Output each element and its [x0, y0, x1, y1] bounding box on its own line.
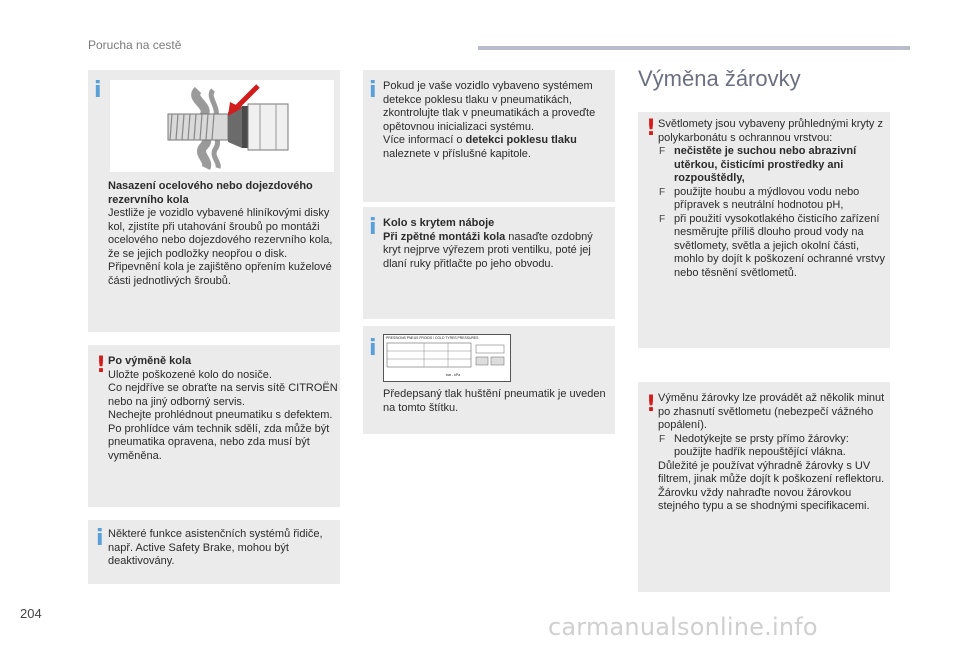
- tpms-link-text: detekci poklesu tlaku: [465, 134, 577, 146]
- headlamp-care-box: [638, 112, 890, 348]
- info-icon: i: [369, 336, 377, 361]
- warn1-intro: Světlomety jsou vybaveny průhlednými kryty z polykarbonátu s ochrannou vrstvou:: [658, 118, 883, 144]
- list-item: F při použití vysokotlakého čisticího zařízení nesměrujte příliš dlouho proud vody na světlomety, světla a jejich okolní části, mohlo by dojít k poškození ochranné vrstvy nebo těsnění světlometů.: [658, 213, 888, 281]
- warn2-intro: Výměnu žárovky lze provádět až několik minut po zhasnutí světlometu (nebezpečí vážného popálení).: [658, 392, 885, 431]
- bulb-replacement-box: [638, 382, 890, 592]
- assist-body: Některé funkce asistenčních systémů řidiče, např. Active Safety Brake, mohou být deaktivovány.: [108, 528, 323, 567]
- wheel-bolt-illustration: [110, 80, 334, 172]
- hubcap-title-1: Kolo s krytem náboje: [383, 217, 495, 229]
- tyre-label-box: [363, 326, 615, 434]
- warn2-paragraph-1: Důležité je používat výhradně žárovky s UV filtrem, jinak může dojít k poškození reflektoru.: [658, 459, 885, 485]
- watermark: carmanualsonline.info: [548, 613, 818, 641]
- hubcap-box: [363, 207, 615, 319]
- list-item: F použijte houbu a mýdlovou vodu nebo přípravek s neutrální hodnotou pH,: [658, 186, 888, 213]
- running-header: Porucha na cestě: [88, 38, 182, 52]
- bolt-diagram: [110, 80, 334, 172]
- warn2-list: [658, 433, 888, 460]
- tpms-paragraph-1: Pokud je vaše vozidlo vybaveno systémem detekce poklesu tlaku v pneumatikách, zkontrolujte tlak v pneumatikách a proveďte opětovnou inicializaci systému.: [383, 80, 596, 133]
- wheel-box-body: Jestliže je vozidlo vybavené hliníkovými disky kol, zjistíte při utahování šroubů po montáži ocelového nebo dojezdového rezervního kola, že se jejich podložky neopřou o disk. Připevnění kola je zajištěno opřením kuželové části jednotlivých šroubů.: [108, 207, 333, 287]
- wheel-box-title: Nasazení ocelového nebo dojezdového rezervního kola: [108, 180, 313, 206]
- warning-icon: !: [96, 353, 107, 378]
- after-change-title: Po výměně kola: [108, 355, 192, 367]
- after-wheel-change-box: [88, 345, 340, 507]
- warning-icon: !: [646, 392, 657, 417]
- tyre-pressure-label: [383, 334, 511, 382]
- tpms-p2-prefix: Více informací o: [383, 134, 466, 146]
- tpms-p2-suffix: naleznete v příslušné kapitole.: [383, 147, 531, 160]
- info-icon: i: [369, 215, 377, 240]
- list-item: F nečistěte je suchou nebo abrazivní utěrkou, čisticími prostředky ani rozpouštědly,: [658, 145, 888, 186]
- hubcap-title-2: Při zpětné montáži kola: [383, 230, 506, 243]
- driver-assist-box: [88, 520, 340, 584]
- warn2-paragraph-2: Žárovku vždy nahraďte novou žárovkou stejného typu a se shodnými specifikacemi.: [658, 486, 870, 512]
- after-change-body: Uložte poškozené kolo do nosiče. Co nejdříve se obraťte na servis sítě CITROËN nebo na jiný odborný servis. Nechejte prohlédnout pneumatiku s defektem. Po prohlídce vám technik sdělí, zda může být pneumatika opravena, nebo zda musí být vyměněna.: [108, 368, 338, 462]
- info-icon: i: [369, 78, 377, 103]
- pressure-detection-box: [363, 70, 615, 202]
- wheel-bolt-box: [88, 70, 340, 332]
- list-item: F Nedotýkejte se prsty přímo žárovky: použijte hadřík nepouštějící vlákna.: [658, 433, 888, 460]
- header-bar: [478, 46, 910, 50]
- label-body: Předepsaný tlak huštění pneumatik je uveden na tomto štítku.: [383, 388, 606, 414]
- hubcap-body: nasaďte ozdobný kryt nejprve výřezem proti ventilku, poté jej dlaní ruky přitlačte po jeho obvodu.: [383, 230, 593, 270]
- label-heading: PRESSIONS PNEUS FROIDS / COLD TYRES PRESSURES: [386, 336, 479, 340]
- warn1-list: [658, 145, 888, 280]
- label-table: [384, 341, 510, 371]
- info-icon: i: [96, 526, 104, 551]
- page-number: 204: [20, 606, 42, 621]
- section-title: Výměna žárovky: [638, 66, 801, 91]
- warning-icon: !: [646, 116, 657, 141]
- info-icon: i: [94, 78, 102, 103]
- label-unit: bar - kPa: [446, 373, 461, 377]
